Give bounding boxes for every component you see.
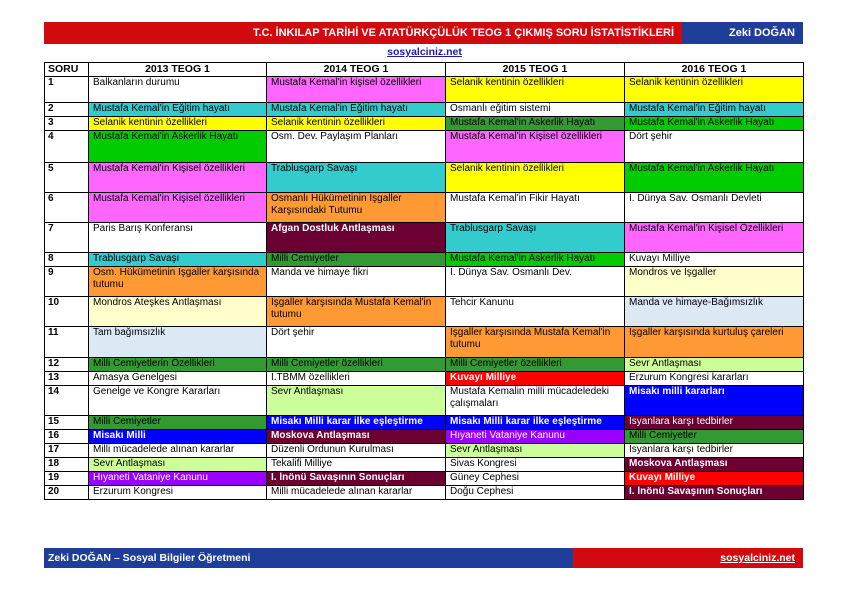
table-row [45, 372, 804, 386]
page-title: T.C. İNKILAP TARİHİ VE ATATÜRKÇÜLÜK TEOG 1 ÇIKMIŞ SORU İSTATİSTİKLERİ [44, 22, 682, 44]
topic-cell: Doğu Cephesi [446, 486, 625, 500]
topic-cell: Mustafa Kemal'in kişisel özellikleri [267, 77, 446, 103]
topic-cell: Sevr Antlaşması [89, 458, 267, 472]
topic-cell: Amasya Genelgesi [89, 372, 267, 386]
table-row [45, 297, 804, 327]
topic-cell: Tam bağımsızlık [89, 327, 267, 358]
site-link-bottom[interactable]: sosyalciniz.net [573, 548, 803, 568]
topic-cell: Osm. Dev. Paylaşım Planları [267, 131, 446, 163]
table-row [45, 327, 804, 358]
table-row [45, 430, 804, 444]
question-number: 20 [45, 486, 89, 500]
topic-cell: Mustafa Kemal'in Kişisel özellikleri [89, 193, 267, 223]
topic-cell: Milli Cemiyetlerin Özellikleri [89, 358, 267, 372]
table-row [45, 163, 804, 193]
topic-cell: Trablusgarp Savaşı [267, 163, 446, 193]
topic-cell: Selanik kentinin özellikleri [625, 77, 804, 103]
table-row [45, 103, 804, 117]
question-number: 18 [45, 458, 89, 472]
topic-cell: Mustafa Kemal'in Askerlik Hayatı [89, 131, 267, 163]
topic-cell: İşgaller karşısında kurtuluş çareleri [625, 327, 804, 358]
topic-cell: Balkanların durumu [89, 77, 267, 103]
question-number: 7 [45, 223, 89, 253]
question-number: 13 [45, 372, 89, 386]
topic-cell: Mondros ve İşgaller [625, 267, 804, 297]
table-row [45, 77, 804, 103]
topic-cell: Mustafa Kemal'in Kişisel özellikleri [446, 131, 625, 163]
topic-cell: Manda ve himaye fikri [267, 267, 446, 297]
topic-cell: Osmanlı eğitim sistemi [446, 103, 625, 117]
topic-cell: Dört şehir [625, 131, 804, 163]
topic-cell: Osmanlı Hükümetinin İşgaller Karşısındaki Tutumu [267, 193, 446, 223]
topic-cell: Kuvayı Milliye [625, 472, 804, 486]
topic-cell: Mustafa Kemal'in Askerlik Hayatı [446, 253, 625, 267]
footer-banner [44, 548, 803, 568]
question-number: 2 [45, 103, 89, 117]
table-row [45, 117, 804, 131]
topic-cell: Milli mücadelede alınan kararlar [89, 444, 267, 458]
topic-cell: Mustafa Kemal'in Fikir Hayatı [446, 193, 625, 223]
table-row [45, 472, 804, 486]
topic-cell: I. Dünya Sav. Osmanlı Devleti [625, 193, 804, 223]
topic-cell: Tekalifi Milliye [267, 458, 446, 472]
topic-cell: Dört şehir [267, 327, 446, 358]
topic-cell: İşgaller karşısında Mustafa Kemal'in tutumu [267, 297, 446, 327]
topic-cell: I. Dünya Sav. Osmanlı Dev. [446, 267, 625, 297]
topic-cell: Erzurum Kongresi [89, 486, 267, 500]
question-number: 17 [45, 444, 89, 458]
question-number: 8 [45, 253, 89, 267]
topic-cell: Güney Cephesi [446, 472, 625, 486]
topic-cell: Osm. Hükümetinin İşgaller karşısında tutumu [89, 267, 267, 297]
topic-cell: Misakı Milli karar ilke eşleştirme [446, 416, 625, 430]
author-name: Zeki DOĞAN [682, 22, 803, 44]
question-number: 6 [45, 193, 89, 223]
topic-cell: Hıyaneti Vataniye Kanunu [446, 430, 625, 444]
topic-cell: Tehcir Kanunu [446, 297, 625, 327]
topic-cell: I. İnönü Savaşının Sonuçları [625, 486, 804, 500]
footer-author: Zeki DOĞAN – Sosyal Bilgiler Öğretmeni [44, 548, 573, 568]
column-header-2013: 2013 TEOG 1 [89, 63, 267, 77]
table-row [45, 458, 804, 472]
column-header-2016: 2016 TEOG 1 [625, 63, 804, 77]
topic-cell: Mustafa Kemal'in Kişisel özellikleri [89, 163, 267, 193]
topic-cell: Trablusgarp Savaşı [89, 253, 267, 267]
table-row [45, 131, 804, 163]
column-header-2015: 2015 TEOG 1 [446, 63, 625, 77]
question-number: 9 [45, 267, 89, 297]
topic-cell: I. İnönü Savaşının Sonuçları [267, 472, 446, 486]
site-link-top[interactable]: sosyalciniz.net [387, 46, 462, 58]
topic-cell: Milli Cemiyetler özellikleri [267, 358, 446, 372]
topic-cell: Kuvayı Milliye [446, 372, 625, 386]
table-header-row [45, 63, 804, 77]
table-row [45, 386, 804, 416]
column-header-soru: SORU [45, 63, 89, 77]
topic-cell: Milli Cemiyetler [89, 416, 267, 430]
topic-cell: Misakı milli kararları [625, 386, 804, 416]
topic-cell: İsyanlara karşı tedbirler [625, 444, 804, 458]
column-header-2014: 2014 TEOG 1 [267, 63, 446, 77]
topic-cell: Milli Cemiyetler özellikleri [446, 358, 625, 372]
topic-cell: Mustafa Kemal'in Eğitim hayatı [89, 103, 267, 117]
table-row [45, 486, 804, 500]
question-number: 3 [45, 117, 89, 131]
topic-cell: Trablusgarp Savaşı [446, 223, 625, 253]
table-row [45, 416, 804, 430]
topic-cell: Düzenli Ordunun Kurulması [267, 444, 446, 458]
topic-cell: Mustafa Kemal'in Askerlik Hayatı [625, 117, 804, 131]
topic-cell: Milli mücadelede alınan kararlar [267, 486, 446, 500]
topic-cell: Sivas Kongresi [446, 458, 625, 472]
topic-cell: İşgaller karşısında Mustafa Kemal'in tutumu [446, 327, 625, 358]
topic-cell: Hıyaneti Vataniye Kanunu [89, 472, 267, 486]
question-number: 19 [45, 472, 89, 486]
topic-cell: Selanik kentinin özellikleri [267, 117, 446, 131]
topic-cell: Mustafa Kemal'in Askerlik Hayatı [625, 163, 804, 193]
question-number: 10 [45, 297, 89, 327]
topic-cell: Mustafa Kemal'in Eğitim hayatı [267, 103, 446, 117]
topic-cell: Mustafa Kemalin milli mücadeledeki çalışmaları [446, 386, 625, 416]
table-row [45, 267, 804, 297]
question-number: 16 [45, 430, 89, 444]
topic-cell: Moskova Antlaşması [625, 458, 804, 472]
topic-cell: Paris Barış Konferansı [89, 223, 267, 253]
topic-cell: Manda ve himaye-Bağımsızlık [625, 297, 804, 327]
topic-cell: Erzurum Kongresi kararları [625, 372, 804, 386]
question-number: 1 [45, 77, 89, 103]
topic-cell: Mustafa Kemal'in Kişisel Özellikleri [625, 223, 804, 253]
topic-cell: Sevr Antlaşması [267, 386, 446, 416]
table-row [45, 253, 804, 267]
topic-cell: Misakı Milli karar ilke eşleştirme [267, 416, 446, 430]
topic-cell: Milli Cemiyetler [267, 253, 446, 267]
topic-cell: Kuvayı Milliye [625, 253, 804, 267]
topic-cell: Mustafa Kemal'in Eğitim hayatı [625, 103, 804, 117]
topic-cell: Genelge ve Kongre Kararları [89, 386, 267, 416]
table-row [45, 223, 804, 253]
topic-cell: Misakı Milli [89, 430, 267, 444]
table-row [45, 193, 804, 223]
question-number: 12 [45, 358, 89, 372]
topic-cell: Sevr Antlaşması [446, 444, 625, 458]
topic-cell: Selanik kentinin özellikleri [89, 117, 267, 131]
topic-cell: Milli Cemiyetler [625, 430, 804, 444]
topic-cell: Moskova Antlaşması [267, 430, 446, 444]
topic-cell: Selanik kentinin özellikleri [446, 77, 625, 103]
question-number: 4 [45, 131, 89, 163]
table-row [45, 444, 804, 458]
topic-cell: Mondros Ateşkes Antlaşması [89, 297, 267, 327]
topic-cell: I.TBMM özellikleri [267, 372, 446, 386]
topic-cell: Selanik kentinin özellikleri [446, 163, 625, 193]
question-number: 14 [45, 386, 89, 416]
topic-cell: Afgan Dostluk Antlaşması [267, 223, 446, 253]
header-banner [44, 22, 803, 44]
question-number: 15 [45, 416, 89, 430]
statistics-table [44, 62, 804, 500]
table-row [45, 358, 804, 372]
question-number: 11 [45, 327, 89, 358]
topic-cell: Mustafa Kemal'in Askerlik Hayatı [446, 117, 625, 131]
topic-cell: İsyanlara karşı tedbirler [625, 416, 804, 430]
topic-cell: Sevr Antlaşması [625, 358, 804, 372]
question-number: 5 [45, 163, 89, 193]
